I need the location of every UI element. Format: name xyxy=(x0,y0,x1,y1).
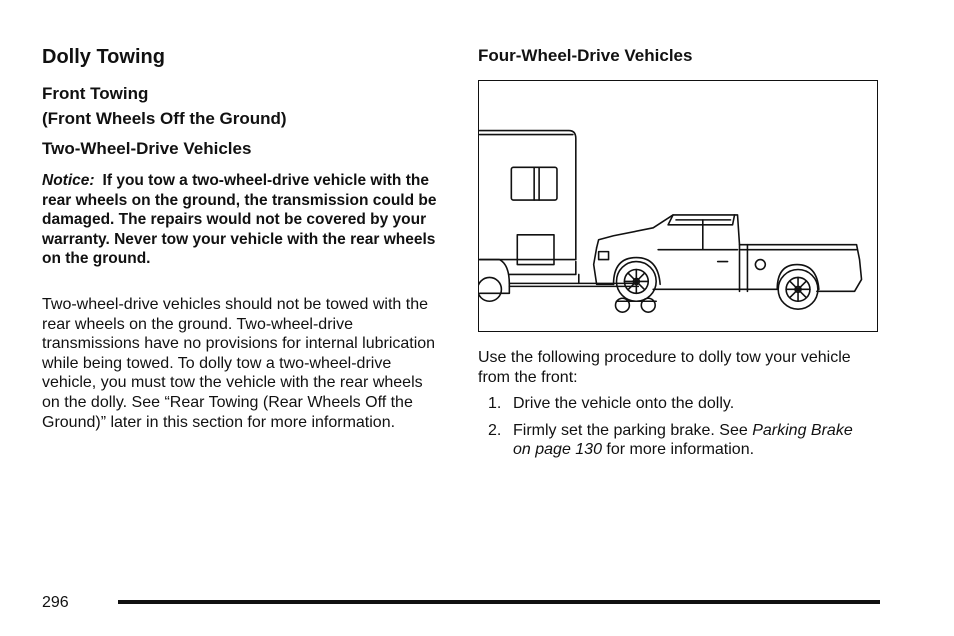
rear-wheel xyxy=(778,269,818,309)
notice-block xyxy=(42,171,442,269)
body-paragraph-left: Two-wheel-drive vehicles should not be towed with the rear wheels on the ground. Two-wheel-drive transmissions have no provisions for internal lubrication while being towed. To dolly tow a two-wheel-drive vehicle, you must tow the vehicle with the rear wheels on the dolly. See “Rear Towing (Rear Wheels Off the Ground)” later in this section for more information. xyxy=(42,296,436,431)
subtitle-line-1: Front Towing xyxy=(42,84,149,103)
notice-text: If you tow a two-wheel-drive vehicle with the rear wheels on the ground, the transmission could be damaged. The repairs would not be covered by your warranty. Never tow your vehicle with the rear wheels on the ground. xyxy=(42,172,437,267)
page-number: 296 xyxy=(42,594,69,611)
footer-rule xyxy=(118,600,880,604)
subtitle-line-2: (Front Wheels Off the Ground) xyxy=(42,109,287,128)
page-title: Dolly Towing xyxy=(42,46,165,68)
dolly-towing-illustration xyxy=(478,80,878,332)
step-text-after: for more information. xyxy=(601,441,755,459)
step-text-before: Firmly set the parking brake. See xyxy=(513,421,753,439)
section-heading-four-wheel: Four-Wheel-Drive Vehicles xyxy=(478,46,693,65)
tow-dolly xyxy=(616,298,657,312)
illustration-svg xyxy=(479,81,877,331)
body-paragraph-right: Use the following procedure to dolly tow your vehicle from the front: xyxy=(478,349,851,386)
step-number: 2. xyxy=(488,421,502,439)
step-2 xyxy=(478,421,858,460)
step-1 xyxy=(478,394,858,414)
subtitle xyxy=(42,81,287,131)
front-wheel xyxy=(616,262,656,302)
step-text: Drive the vehicle onto the dolly. xyxy=(513,395,735,412)
section-heading-two-wheel: Two-Wheel-Drive Vehicles xyxy=(42,139,252,158)
procedure-steps xyxy=(478,394,858,467)
step-number: 1. xyxy=(488,395,502,412)
notice-label: Notice: xyxy=(42,172,95,189)
parking-brake-reference-link[interactable]: Parking Brake on page 130 xyxy=(513,421,853,459)
